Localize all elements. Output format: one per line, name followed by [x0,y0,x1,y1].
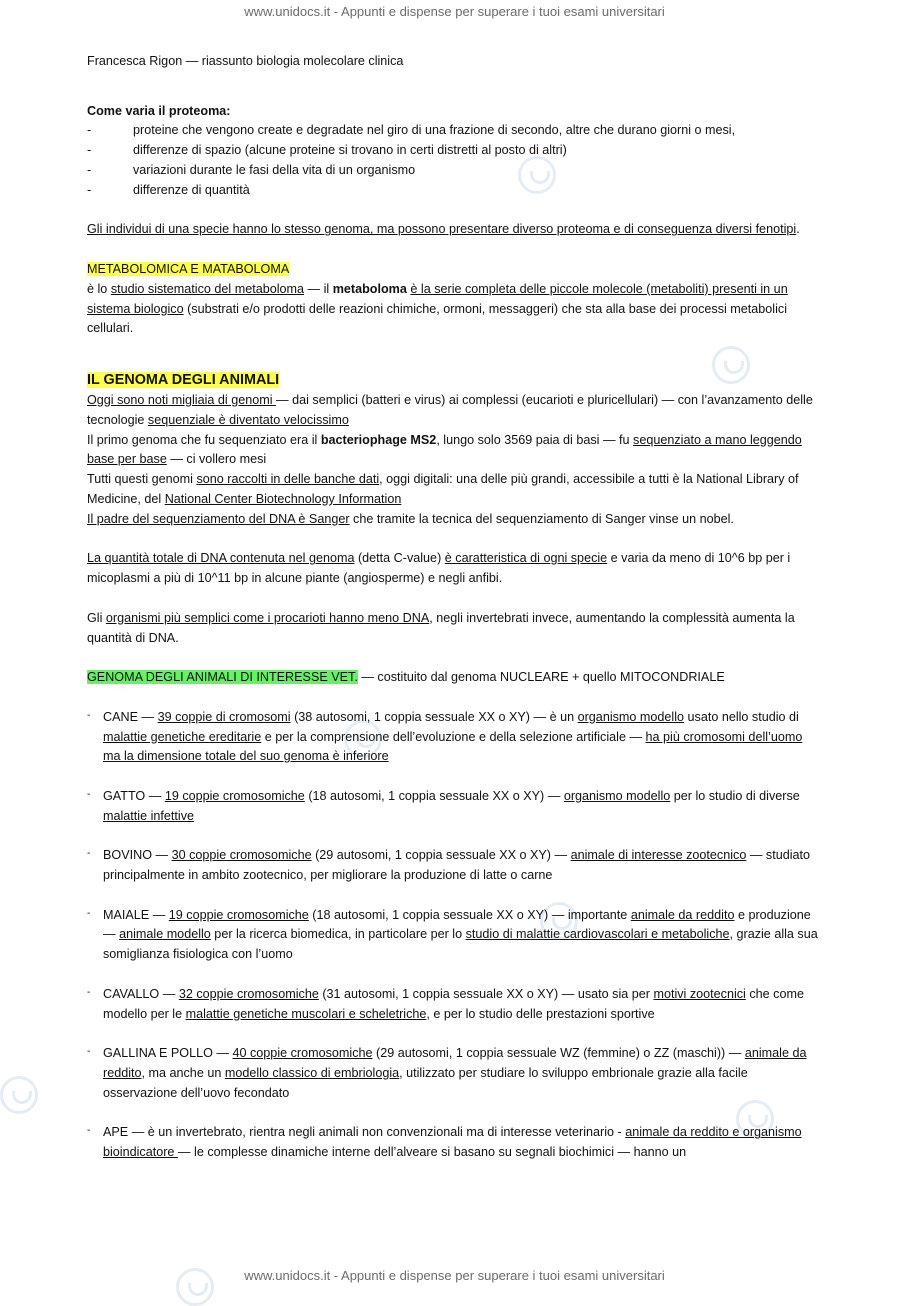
genoma-paragraph: Oggi sono noti migliaia di genomi — dai semplici (batteri e virus) ai complessi (eucarioti e pluricellulari) — con l’avanzamento delle tecnologie sequenziale è diventato velocissimo [87,392,813,427]
list-item: - differenze di spazio (alcune proteine si trovano in certi distretti al posto di altri) [87,143,567,158]
genoma-heading: IL GENOMA DEGLI ANIMALI [87,371,280,388]
species-cane: - CANE — 39 coppie di cromosomi (38 autosomi, 1 coppia sessuale XX o XY) — è un organismo modello usato nello studio di malattie genetiche ereditarie e per la comprensione dell’evoluzione e della selezione artificiale — ha più cromosomi dell’uomo ma la dimensione totale del suo genoma è inferiore [87,709,803,764]
species-ape: - APE — è un invertebrato, rientra negli animali non convenzionali ma di interesse veterinario - animale da reddito e organismo bioindicatore — le complesse dinamiche interne dell’alveare si basano su segnali biochimici — hanno un [87,1125,802,1160]
author-line: Francesca Rigon — riassunto biologia molecolare clinica [87,54,404,68]
watermark-logo-icon [0,1076,38,1114]
species-bovino: - BOVINO — 30 coppie cromosomiche (29 autosomi, 1 coppia sessuale XX o XY) — animale di interesse zootecnico — studiato principalmente in ambito zootecnico, per migliorare la produzione di latte o carne [87,848,811,883]
watermark-logo-icon [176,1268,214,1306]
genoma-paragraph: Il padre del sequenziamento del DNA è Sanger che tramite la tecnica del sequenziamento di Sanger vinse un nobel. [87,511,734,526]
proteoma-note: Gli individui di una specie hanno lo stesso genoma, ma possono presentare diverso proteoma e di conseguenza diversi fenotipi. [87,222,800,237]
list-item: - differenze di quantità [87,182,250,197]
species-gatto: - GATTO — 19 coppie cromosomiche (18 autosomi, 1 coppia sessuale XX o XY) — organismo modello per lo studio di diverse malattie infettive [87,788,800,823]
genoma-paragraph: La quantità totale di DNA contenuta nel genoma (detta C-value) è caratteristica di ogni specie e varia da meno di 10^6 bp per i micoplasmi a più di 10^11 bp in alcune piante (angiosperme) e negli anfibi. [87,551,791,586]
watermark-top: www.unidocs.it - Appunti e dispense per superare i tuoi esami universitari [244,4,665,19]
interesse-vet-heading: GENOMA DEGLI ANIMALI DI INTERESSE VET. — costituito dal genoma NUCLEARE + quello MITOCONDRIALE [87,670,725,685]
metabolomica-heading: METABOLOMICA E MATABOLOMA [87,261,290,276]
proteoma-heading: Come varia il proteoma: [87,103,231,118]
metabolomica-paragraph: è lo studio sistematico del metaboloma — il metaboloma è la serie completa delle piccole molecole (metaboliti) presenti in un sistema biologico (substrati e/o prodotti delle reazioni chimiche, ormoni, messaggeri) che sta alla base dei processi metabolici cellulari. [87,281,788,336]
species-maiale: - MAIALE — 19 coppie cromosomiche (18 autosomi, 1 coppia sessuale XX o XY) — importante animale da reddito e produzione — animale modello per la ricerca biomedica, in particolare per lo studio di malattie cardiovascolari e metaboliche, grazie alla sua somiglianza fisiologica con l’uomo [87,907,818,962]
document-body [87,52,823,1163]
watermark-bottom: www.unidocs.it - Appunti e dispense per superare i tuoi esami universitari [244,1268,665,1283]
list-item: - proteine che vengono create e degradate nel giro di una frazione di secondo, altre che durano giorni o mesi, [87,123,736,138]
species-cavallo: - CAVALLO — 32 coppie cromosomiche (31 autosomi, 1 coppia sessuale XX o XY) — usato sia per motivi zootecnici che come modello per le malattie genetiche muscolari e scheletriche, e per lo studio delle prestazioni sportive [87,986,804,1021]
genoma-paragraph: Gli organismi più semplici come i procarioti hanno meno DNA, negli invertebrati invece, aumentando la complessità aumenta la quantità di DNA. [87,610,795,645]
genoma-paragraph: Il primo genoma che fu sequenziato era il bacteriophage MS2, lungo solo 3569 paia di basi — fu sequenziato a mano leggendo base per base — ci vollero mesi [87,432,802,467]
species-gallina: - GALLINA E POLLO — 40 coppie cromosomiche (29 autosomi, 1 coppia sessuale WZ (femmine) o ZZ (maschi)) — animale da reddito, ma anche un modello classico di embriologia, utilizzato per studiare lo sviluppo embrionale grazie alla facile osservazione dell’uovo fecondato [87,1046,807,1100]
list-item: - variazioni durante le fasi della vita di un organismo [87,162,416,177]
genoma-paragraph: Tutti questi genomi sono raccolti in delle banche dati, oggi digitali: una delle più grandi, accessibile a tutti è la National Library of Medicine, del National Center Biotechnology Information [87,472,799,506]
